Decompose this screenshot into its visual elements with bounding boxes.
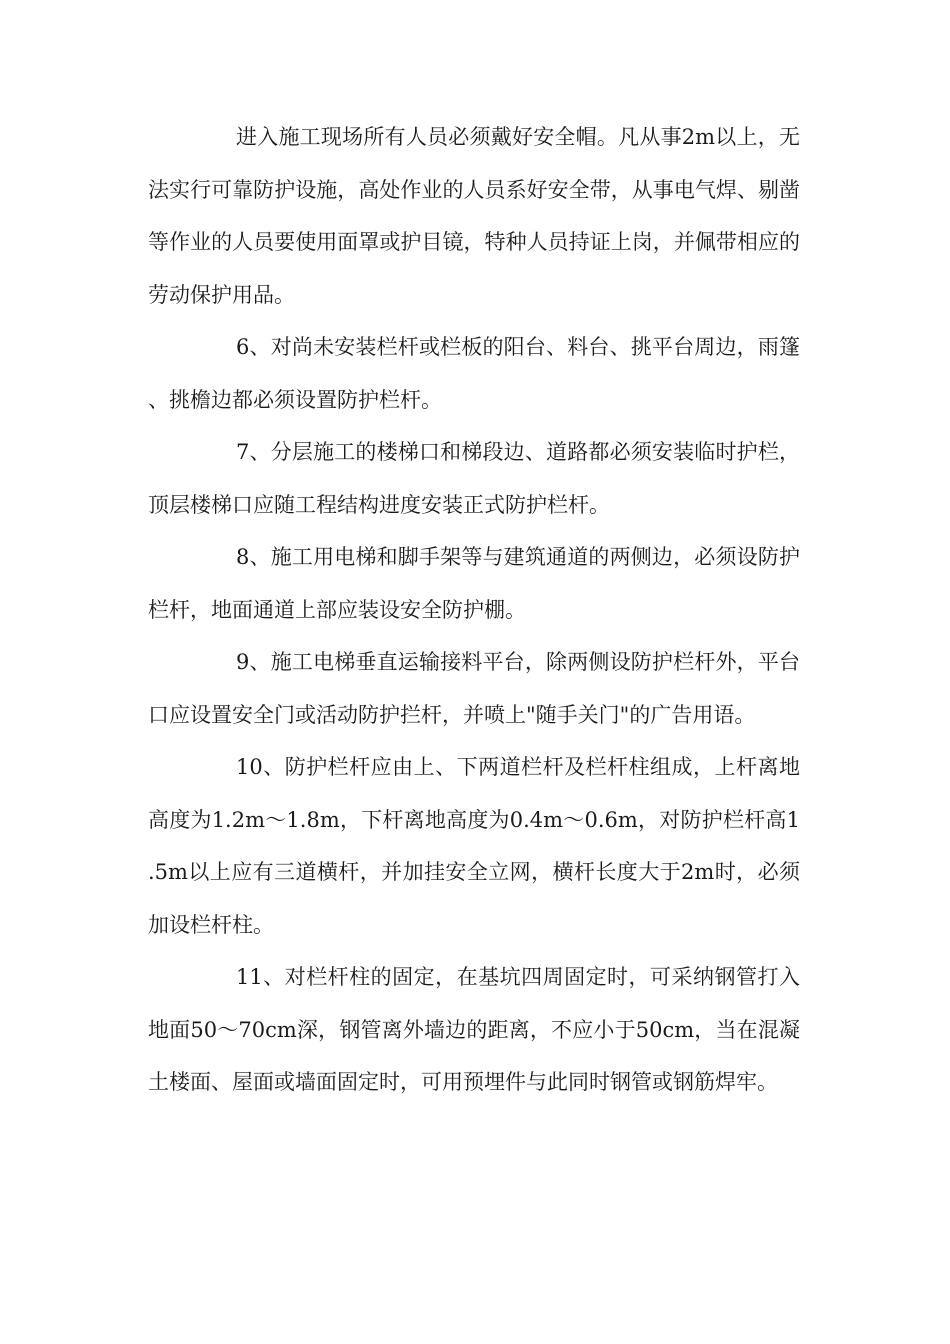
paragraph-item-11: 11、对栏杆柱的固定，在基坑四周固定时，可采纳钢管打入地面50～70cm深，钢管离外墙边的距离，不应小于50cm，当在混凝土楼面、屋面或墙面固定时，可用预埋件与此同时钢管或钢筋焊牢。	[148, 965, 800, 1094]
paragraph-safety-equipment: 进入施工现场所有人员必须戴好安全帽。凡从事2m以上，无法实行可靠防护设施，高处作业的人员系好安全带，从事电气焊、剔凿等作业的人员要使用面罩或护目镜，特种人员持证上岗，并佩带相应的劳动保护用品。	[148, 125, 800, 307]
paragraph-item-10: 10、防护栏杆应由上、下两道栏杆及栏杆柱组成，上杆离地高度为1.2m～1.8m，下杆离地高度为0.4m～0.6m，对防护栏杆高1.5m以上应有三道横杆，并加挂安全立网，横杆长度大于2m时，必须加设栏杆柱。	[148, 755, 800, 937]
document-body	[148, 111, 800, 1109]
paragraph-item-6: 6、对尚未安装栏杆或栏板的阳台、料台、挑平台周边，雨篷、挑檐边都必须设置防护栏杆。	[148, 335, 800, 412]
paragraph-item-7: 7、分层施工的楼梯口和梯段边、道路都必须安装临时护栏，顶层楼梯口应随工程结构进度安装正式防护栏杆。	[148, 440, 800, 517]
paragraph-item-8: 8、施工用电梯和脚手架等与建筑通道的两侧边，必须设防护栏杆，地面通道上部应装设安全防护棚。	[148, 545, 800, 622]
paragraph-item-9: 9、施工电梯垂直运输接料平台，除两侧设防护栏杆外，平台口应设置安全门或活动防护拦杆，并喷上"随手关门"的广告用语。	[148, 650, 800, 727]
